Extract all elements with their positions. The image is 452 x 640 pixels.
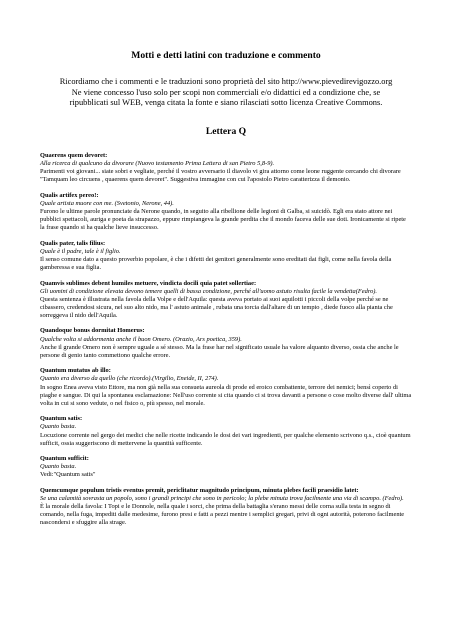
motto-translation: Quale è il padre, tale è il figlio. (40, 247, 121, 255)
document-title: Motti e detti latini con traduzione e commento (131, 50, 321, 61)
motto-translation: Qualche volta si addormenta anche il buon Omero. (Orazio, Ars poetica, 359). (40, 335, 242, 343)
motto-translation: Quanto basta. (40, 463, 77, 471)
motto-comment: Anche il grande Omero non è sempre uguale a sé stesso. Ma la frase har nel significato usuale ha valore alquanto diverso, ossia che anche le persone di genio tanto commettono qualche errore. (40, 343, 399, 359)
motto-entry (40, 455, 412, 479)
motto-comment: È la morale della favola: I Topi e le Donnole, nella quale i sorci, che prima della battaglia s'erano messi delle corna sulla testa in segno di comando, nella fuga, impediti dalle medesime, furono presi e fatti a pezzi mentre i semplici gregari, privi di ogni autorità, poterono facilmente nascondersi e sfuggire alla strage. (40, 503, 405, 527)
motto-latin: Quantum satis: (40, 415, 83, 423)
motto-latin: Quantum sufficit: (40, 455, 89, 463)
motto-translation: Gli uomini di condizione elevata devono temere quelli di bassa condizione, perché all'uomo astuto risulta facile la vendetta(Fedro). (40, 287, 377, 295)
motto-translation: Se una calamità sovrasta un popolo, sono i grandi principi che sono in pericolo; la plebe minuta trova facilmente una via di scampo. (Fedro). (40, 495, 404, 503)
intro-line: ripubblicati sul WEB, venga citata la fonte e siano rilasciati sotto licenza Creative Commons. (69, 98, 383, 108)
motto-latin: Quandoque bonus dormitat Homerus: (40, 327, 145, 335)
motto-comment: Parimenti voi giovani... siate sobri e vegliate, perché il vostro avversario il diavolo vi gira attorno come leone ruggente cercando chi divorare "Tamquam leo circuens , quaerens quem devoret". Suggestiva immagine con cui l'apostolo Pietro caratterizza il demonio. (40, 167, 401, 184)
motto-comment: In sogno Enea aveva visto Ettore, ma non già nella sua consueta aureola di prode ed eroico combattente, terrore dei nemici; bensì coperto di piaghe e sangue. Di qui la spontanea esclamazione: Nell'uso corrente si cita quando ci si trova davanti a persone o cose molto diverse dall' ultima volta in cui si sono vedute, o nel fisico o, più spesso, nel morale. (40, 383, 412, 407)
motto-translation: Quale artista muore con me. (Svetonio, Nerone, 44). (40, 199, 174, 207)
intro-line: Ne viene concesso l'uso solo per scopi non commerciali e/o didattici ed a condizione che, se (71, 87, 381, 97)
motto-latin: Quamvis sublimes debent humiles metuere, vindicta docili quia patet sollertiae: (40, 279, 257, 287)
motto-latin: Qualis pater, talis filius: (40, 239, 106, 247)
motto-comment: Locuzione corrente nel gergo dei medici che nelle ricette indicando le dosi dei vari ingredienti, per qualche elemento scrivono q.s., cioè quantum sufficit, ossia suggeriscono di mettervene la quantità sufficente. (40, 431, 411, 447)
motto-latin: Quemcumque populum tristis eventus premit, periclitatur magnitudo principum, minuta plebes facili praesidio latet: (40, 486, 359, 494)
motto-latin: Quaerens quem devoret: (40, 151, 108, 159)
motto-comment: Furono le ultime parole pronunciate da Nerone quando, in seguito alla ribellione delle legioni di Galba, si suicidò. Egli era stato attore nei pubblici spettacoli, auriga e poeta da strapazzo, eppure rimpiangeva la grande perdita che il mondo faceva delle sue doti. Ironicamente si ripete la frase quando si ha qualche lieve insuccesso. (40, 207, 406, 232)
motto-entry (40, 327, 412, 359)
motto-translation: Quanto era diverso da quello (che ricordo).(Virgilio, Eneide, II, 274). (40, 375, 219, 383)
section-letter-heading: Lettera Q (205, 125, 247, 137)
motto-translation: Alla ricerca di qualcuno da divorare (Nuovo testamento Prima Lettera di san Pietro 5,8-9). (40, 159, 275, 167)
motto-entry (40, 152, 412, 184)
motto-entry (40, 192, 412, 232)
motto-comment: Il senso comune dato a questo proverbio popolare, è che i difetti dei genitori generalmente sono ereditati dai figli, come nella favola della gamberessa e sua figlia. (40, 255, 392, 271)
motto-latin: Qualis artifex pereo!: (40, 191, 99, 199)
motto-entry (40, 240, 412, 272)
motto-entry (40, 415, 412, 447)
motto-comment: Questa sentenza è illustrata nella favola della Volpe e dell'Aquila: questa aveva portato ai suoi aquilotti i piccoli della volpe perché se ne cibassero, credendosi sicura, nel suo alto nido, ma l' astuto animale , rubata una torcia dall'altare di un tempio , diede fuoco alla pianta che sorreggeva il nido dell'Aquila. (40, 295, 393, 319)
motto-translation: Quanto basta. (40, 423, 77, 431)
intro-note (40, 77, 412, 109)
motto-entry (40, 367, 412, 407)
motto-latin: Quantum mutatus ab illo: (40, 367, 111, 375)
motto-entry (40, 487, 412, 527)
motto-comment: Vedi:"Quantum satis" (40, 471, 96, 479)
motto-entry (40, 280, 412, 320)
intro-line: Ricordiamo che i commenti e le traduzioni sono proprietà del sito http://www.pievedirevigozzo.org (59, 77, 393, 86)
